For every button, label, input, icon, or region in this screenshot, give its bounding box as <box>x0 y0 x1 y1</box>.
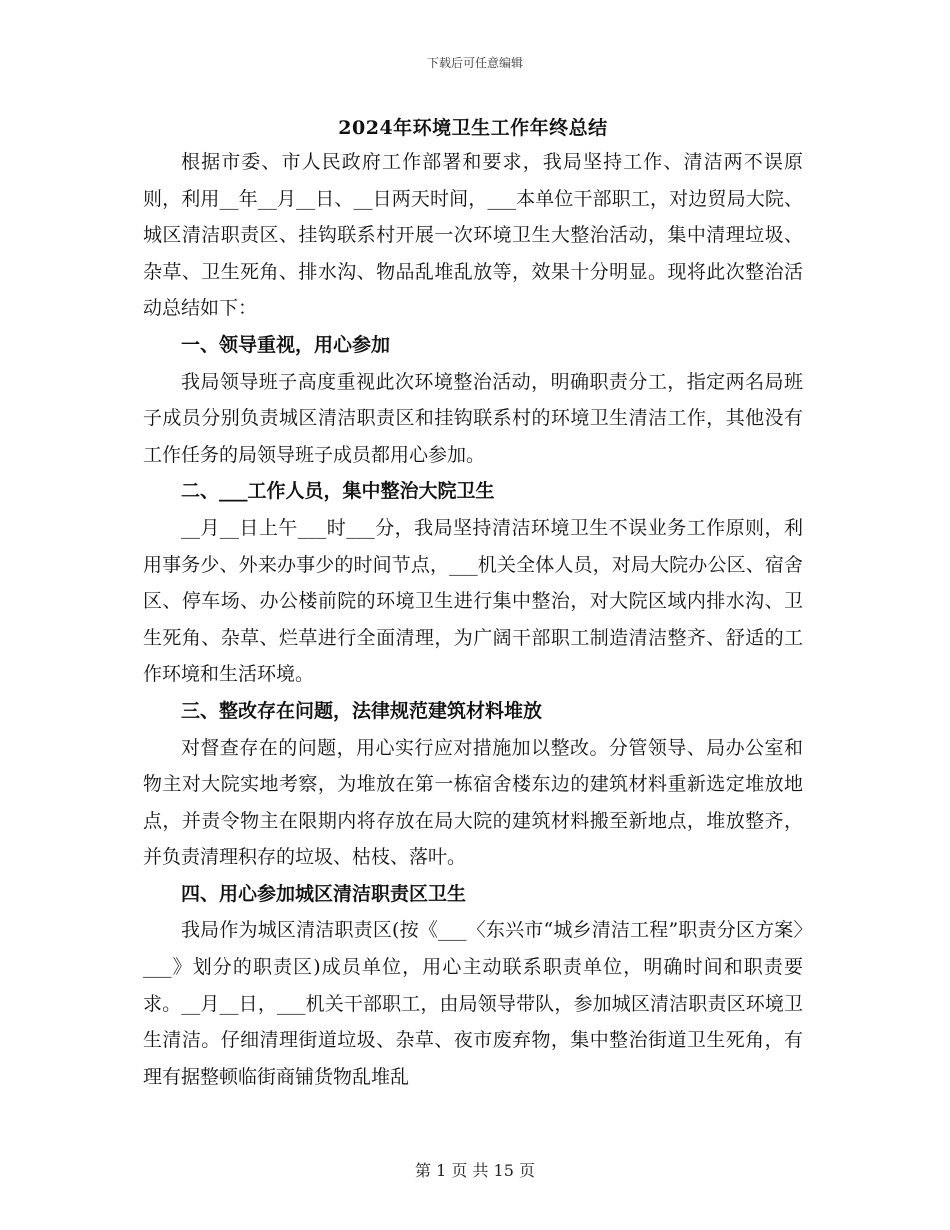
section-body-3: 对督查存在的问题，用心实行应对措施加以整改。分管领导、局办公室和物主对大院实地考察，为堆放在第一栋宿舍楼东边的建筑材料重新选定堆放地点，并责令物主在限期内将存放在局大院的建筑材料搬至新地点，堆放整齐，并负责清理积存的垃圾、枯枝、落叶。 <box>143 736 803 869</box>
section-body-4: 我局作为城区清洁职责区(按《___〈东兴市“城乡清洁工程”职责分区方案〉___》划分的职责区)成员单位，用心主动联系职责单位，明确时间和职责要求。__月__日，___机关干部职工，由局领导带队，参加城区清洁职责区环境卫生清洁。仔细清理街道垃圾、杂草、夜市废弃物，集中整治街道卫生死角，有理有据整顿临街商铺货物乱堆乱 <box>143 919 803 1088</box>
intro-paragraph: 根据市委、市人民政府工作部署和要求，我局坚持工作、清洁两不误原则，利用__年__月__日、__日两天时间，___本单位干部职工，对边贸局大院、城区清洁职责区、挂钩联系村开展一次环境卫生大整治活动，集中清理垃圾、杂草、卫生死角、排水沟、物品乱堆乱放等，效果十分明显。现将此次整治活动总结如下： <box>143 151 803 320</box>
section-heading-3: 三、整改存在问题，法律规范建筑材料堆放 <box>181 699 543 722</box>
section-body-2: __月__日上午___时___分，我局坚持清洁环境卫生不误业务工作原则，利用事务少、外来办事少的时间节点，___机关全体人员，对局大院办公区、宿舍区、停车场、办公楼前院的环境卫生进行集中整治，对大院区域内排水沟、卫生死角、杂草、烂草进行全面清理，为广阔干部职工制造清洁整齐、舒适的工作环境和生活环境。 <box>143 516 803 686</box>
section-body-1: 我局领导班子高度重视此次环境整治活动，明确职责分工，指定两名局班子成员分别负责城区清洁职责区和挂钩联系村的环境卫生清洁工作，其他没有工作任务的局领导班子成员都用心参加。 <box>143 370 803 466</box>
section-heading-1: 一、领导重视，用心参加 <box>181 333 391 356</box>
section-heading-2: 二、___工作人员，集中整治大院卫生 <box>181 480 495 503</box>
page-footer: 第 1 页 共 15 页 <box>415 1161 535 1180</box>
document-body <box>143 112 803 1095</box>
document-title: 2024年环境卫生工作年终总结 <box>338 117 608 139</box>
header-note: 下载后可任意编辑 <box>426 56 523 70</box>
section-heading-4: 四、用心参加城区清洁职责区卫生 <box>181 882 467 905</box>
